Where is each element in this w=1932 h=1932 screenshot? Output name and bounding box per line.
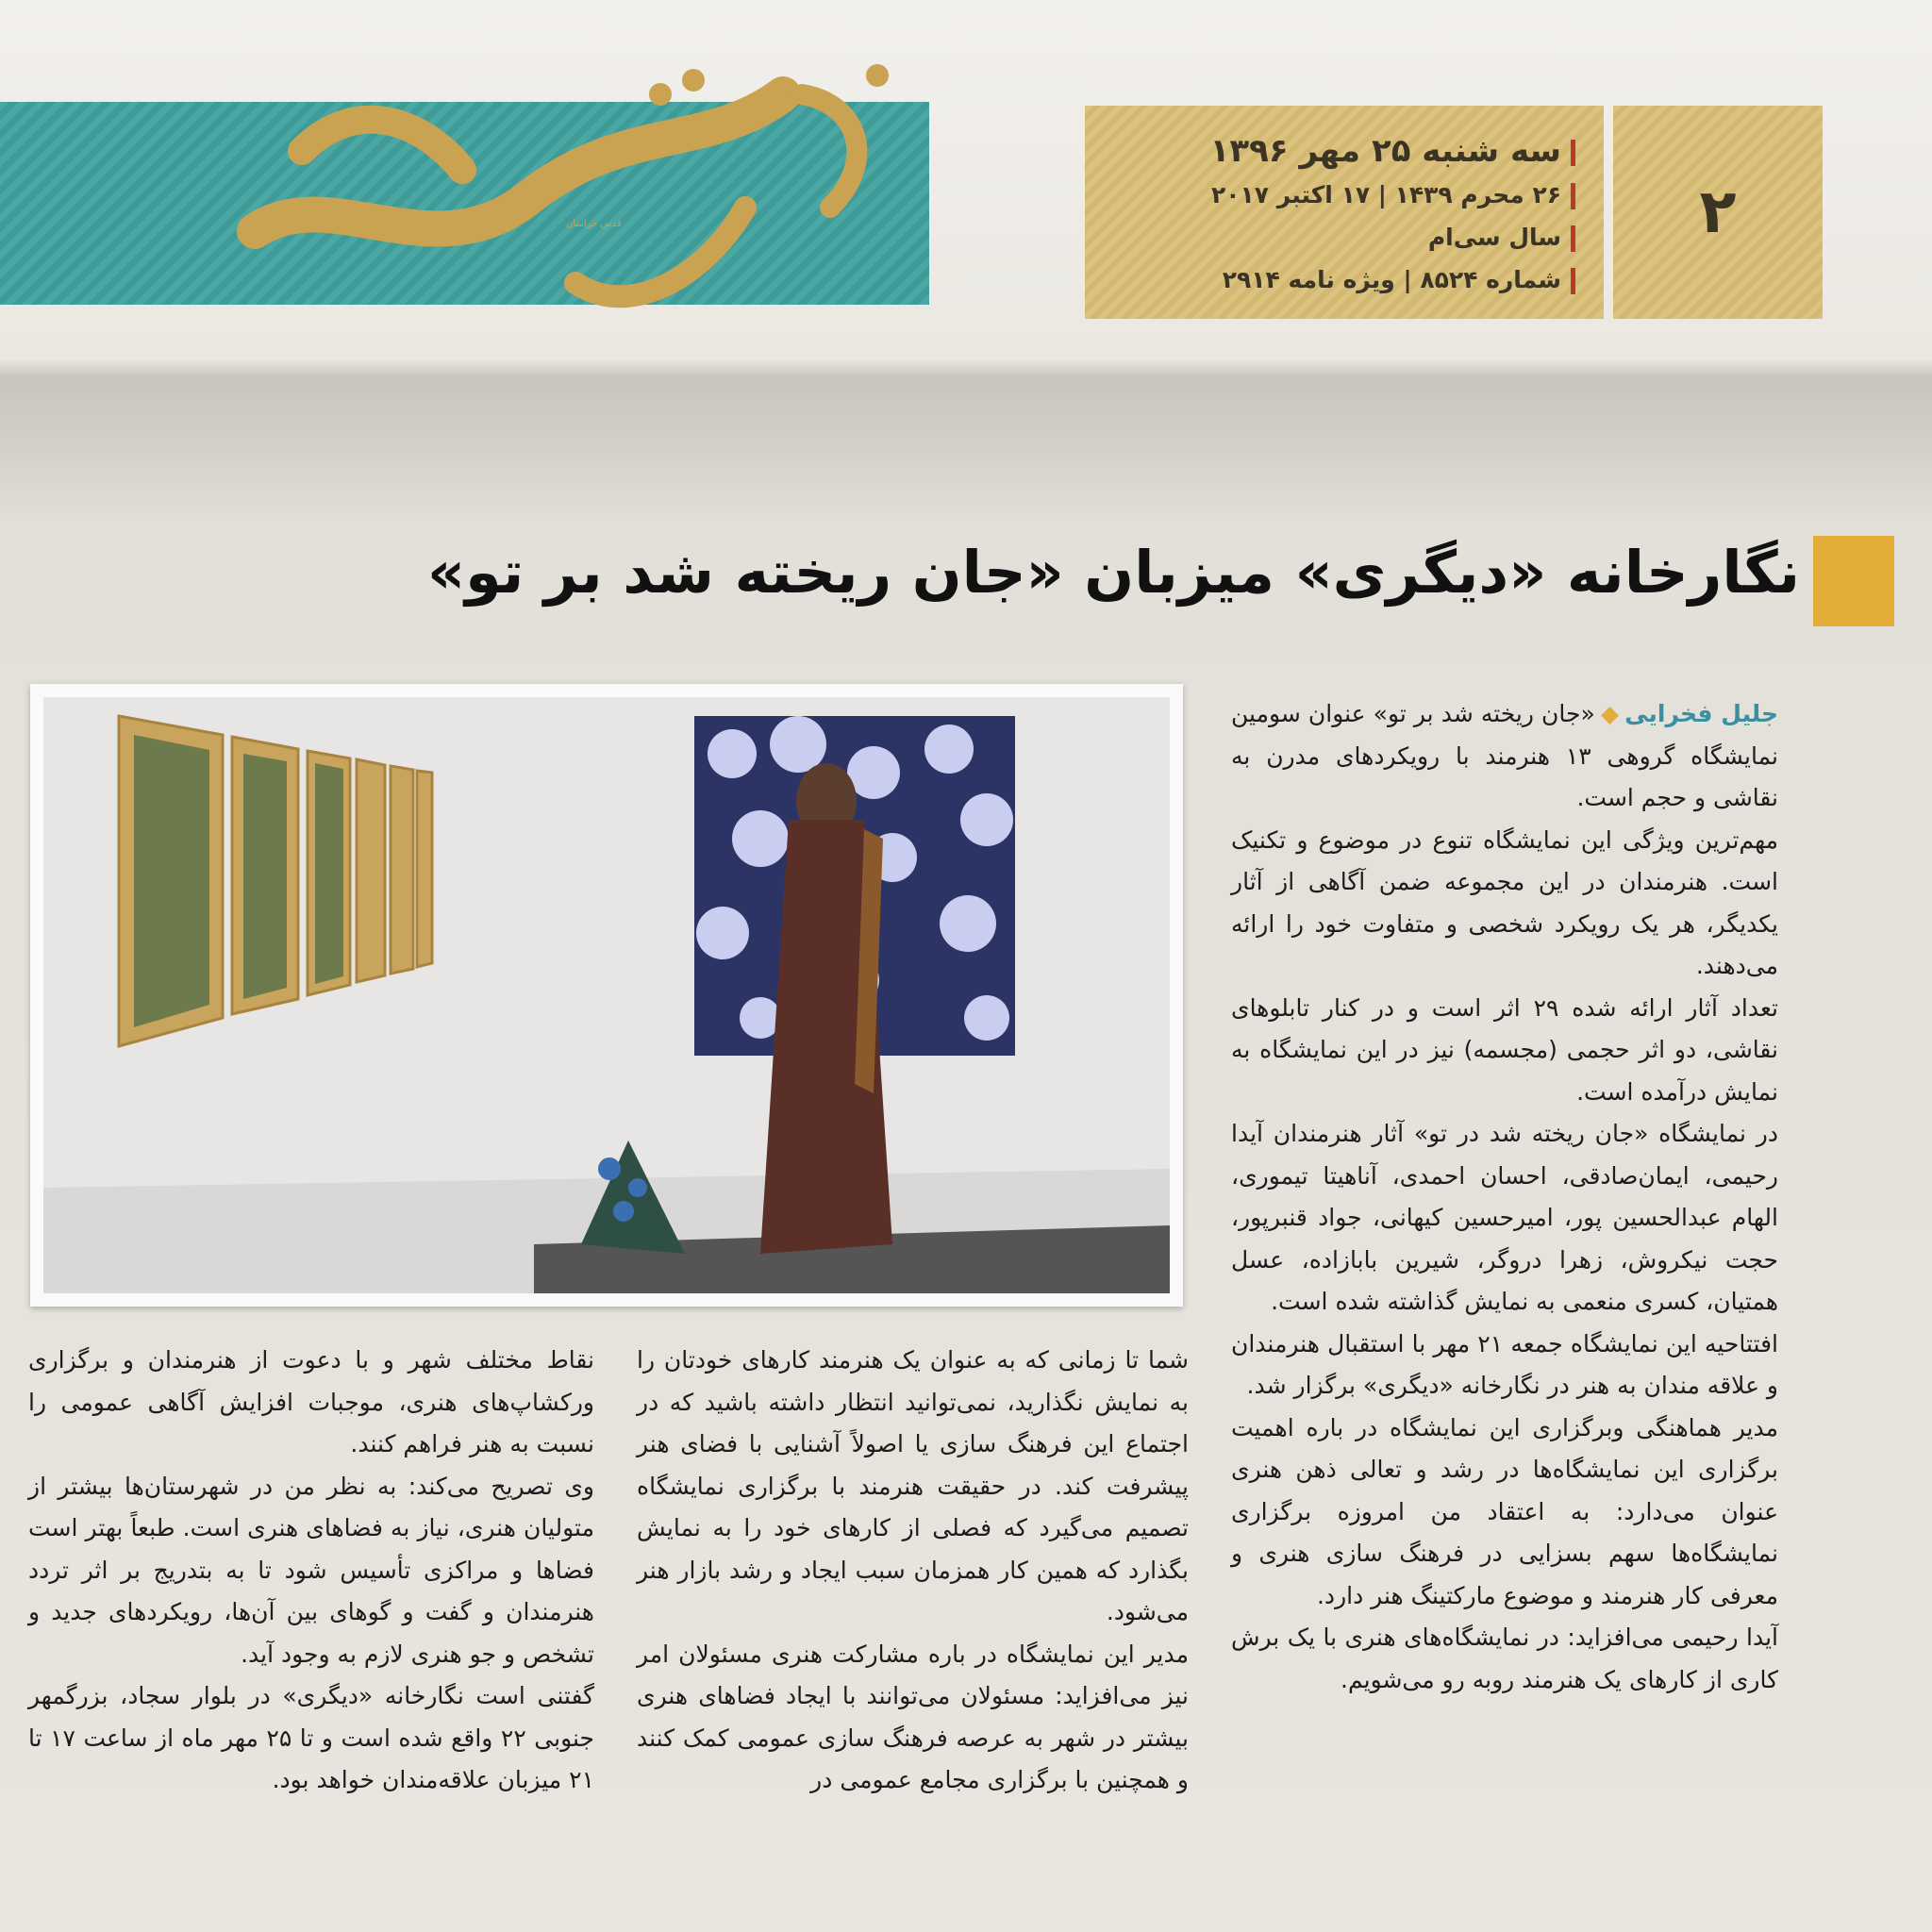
date-line: سه شنبه ۲۵ مهر ۱۳۹۶ <box>1210 132 1575 170</box>
issue-line: شماره ۸۵۲۴ | ویژه نامه ۲۹۱۴ <box>1223 266 1575 294</box>
headline-marker-icon <box>1813 536 1894 626</box>
paragraph: تعداد آثار ارائه شده ۲۹ اثر است و در کنار تابلوهای نقاشی، دو اثر حجمی (مجسمه) نیز در این نمایشگاه به نمایش درآمده است. <box>1231 993 1778 1106</box>
paragraph: در نمایشگاه «جان ریخته شد در تو» آثار هنرمندان آیدا رحیمی، ایمان‌صادقی، احسان احمدی، آناهیتا تیموری، الهام عبدالحسین پور، امیرحسین کیهانی، جواد قنبرپور، حجت نیکروش، زهرا دروگر، شیرین بابازاده، عسل همتیان، کسری منعمی به نمایش گذاشته شده است. <box>1231 1120 1778 1315</box>
paragraph: مدیر هماهنگی وبرگزاری این نمایشگاه در باره اهمیت برگزاری این نمایشگاه‌ها در رشد و تعالی ذهن هنری عنوان می‌دارد: به اعتقاد من امروزه برگزاری نمایشگاه‌ها سهم بسزایی در فرهنگ سازی هنری و معرفی کار هنرمند و موضوع مارکتینگ هنر دارد. <box>1231 1413 1778 1609</box>
diamond-icon: ◆ <box>1600 700 1620 727</box>
paragraph: «جان ریخته شد بر تو» عنوان سومین نمایشگاه گروهی ۱۳ هنرمند با رویکردهای مدرن به نقاشی و حجم است. <box>1231 700 1778 811</box>
year-line: سال سی‌ام <box>1428 224 1575 252</box>
page-number: ۲ <box>1613 106 1823 319</box>
article-headline: نگارخانه «دیگری» میزبان «جان ریخته شد بر تو» <box>427 538 1800 607</box>
paragraph: نقاط مختلف شهر و با دعوت از هنرمندان و برگزاری ورکشاپ‌های هنری، موجبات افزایش آگاهی عمومی را نسبت به هنر فراهم کنند. <box>28 1346 594 1457</box>
article-column-right <box>1231 693 1778 1701</box>
paragraph: گفتنی است نگارخانه «دیگری» در بلوار سجاد، بزرگمهر جنوبی ۲۲ واقع شده است و تا ۲۵ مهر ماه از ساعت ۱۷ تا ۲۱ میزبان علاقه‌مندان خواهد بود. <box>28 1682 594 1793</box>
paragraph: وی تصریح می‌کند: به نظر من در شهرستان‌ها بیشتر از متولیان هنری، نیاز به فضاهای هنری است. طبعاً بهتر است فضاها و مراکزی تأسیس شود تا به بتدریج بر اثر تردد هنرمندان و گفت و گوهای بین آن‌ها، رویکردهای جدید و تشخص و جو هنری لازم به وجود آید. <box>28 1472 594 1668</box>
date-info-box <box>1085 106 1604 319</box>
article-photo <box>30 684 1183 1307</box>
paragraph: آیدا رحیمی می‌افزاید: در نمایشگاه‌های هنری با یک برش کاری از کارهای یک هنرمند روبه رو می‌شویم. <box>1231 1624 1778 1693</box>
paragraph: مهم‌ترین ویژگی این نمایشگاه تنوع در موضوع و تکنیک است. هنرمندان در این مجموعه ضمن آگاهی از آثار یکدیگر، هر یک رویکرد شخصی و متفاوت خود را ارائه می‌دهند. <box>1231 825 1778 979</box>
author-byline: جلیل فخرایی <box>1624 700 1779 727</box>
article-column-middle <box>637 1340 1189 1802</box>
svg-text:قدس خراسان: قدس خراسان <box>566 219 622 229</box>
article-column-left <box>28 1340 594 1802</box>
paragraph: شما تا زمانی که به عنوان یک هنرمند کارهای خودتان را به نمایش نگذارید، نمی‌توانید انتظار داشته باشید که در اجتماع این فرهنگ سازی یا اصولاً آشنایی با فضای هنر پیشرفت کند. در حقیقت هنرمند با برگزاری نمایشگاه تصمیم می‌گیرد که فصلی از کارهای خود را به نمایش بگذارد که همین کار همزمان سبب ایجاد و رشد بازار هنر می‌شود. <box>637 1346 1189 1625</box>
hijri-gregorian-date: ۲۶ محرم ۱۴۳۹ | ۱۷ اکتبر ۲۰۱۷ <box>1211 181 1575 209</box>
masthead-logo <box>217 38 915 349</box>
paragraph: افتتاحیه این نمایشگاه جمعه ۲۱ مهر با استقبال هنرمندان و علاقه مندان به هنر در نگارخانه «دیگری» برگزار شد. <box>1231 1329 1778 1399</box>
paragraph: مدیر این نمایشگاه در باره مشارکت هنری مسئولان امر نیز می‌افزاید: مسئولان می‌توانند با ایجاد فضاهای هنری بیشتر در شهر به عرصه فرهنگ سازی عمومی کمک کنند و همچنین با برگزاری مجامع عمومی در <box>637 1640 1189 1793</box>
